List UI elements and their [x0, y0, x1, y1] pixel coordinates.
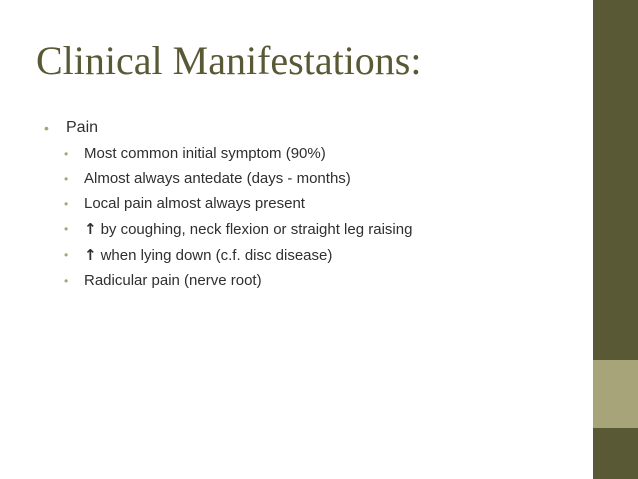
bullet-level2-item	[44, 245, 584, 266]
sub-bullet-icon: •	[64, 248, 69, 262]
bullet-level2-item	[44, 219, 584, 240]
bullet-level1-pain	[44, 118, 584, 138]
sub-bullet-icon: •	[64, 172, 69, 186]
slide-content	[44, 118, 584, 296]
sub-bullet-icon: •	[64, 222, 69, 236]
bullet-level2-item	[44, 144, 584, 164]
bullet-icon: •	[44, 120, 49, 136]
sub-bullet-text: by coughing, neck flexion or straight leg raising	[100, 221, 413, 238]
right-decorative-band	[593, 0, 638, 479]
right-band-accent-block	[593, 360, 638, 428]
arrow-up-icon: ↑	[84, 220, 97, 238]
sub-bullet-text: Local pain almost always present	[84, 195, 305, 212]
right-band-dark-bottom	[593, 428, 638, 479]
sub-bullet-text: when lying down (c.f. disc disease)	[100, 247, 333, 264]
bullet-text: Pain	[66, 119, 99, 136]
sub-bullet-icon: •	[64, 197, 69, 211]
bullet-level2-item	[44, 271, 584, 291]
bullet-level2-item	[44, 194, 584, 214]
sub-bullet-icon: •	[64, 147, 69, 161]
sub-bullet-text: Almost always antedate (days - months)	[84, 170, 351, 187]
sub-bullet-icon: •	[64, 274, 69, 288]
bullet-level2-item	[44, 169, 584, 189]
sub-bullet-text: Most common initial symptom (90%)	[84, 145, 326, 162]
sub-bullet-text: Radicular pain (nerve root)	[84, 272, 262, 289]
right-band-dark-top	[593, 0, 638, 360]
slide-title: Clinical Manifestations:	[36, 38, 422, 83]
arrow-up-icon: ↑	[84, 246, 97, 264]
